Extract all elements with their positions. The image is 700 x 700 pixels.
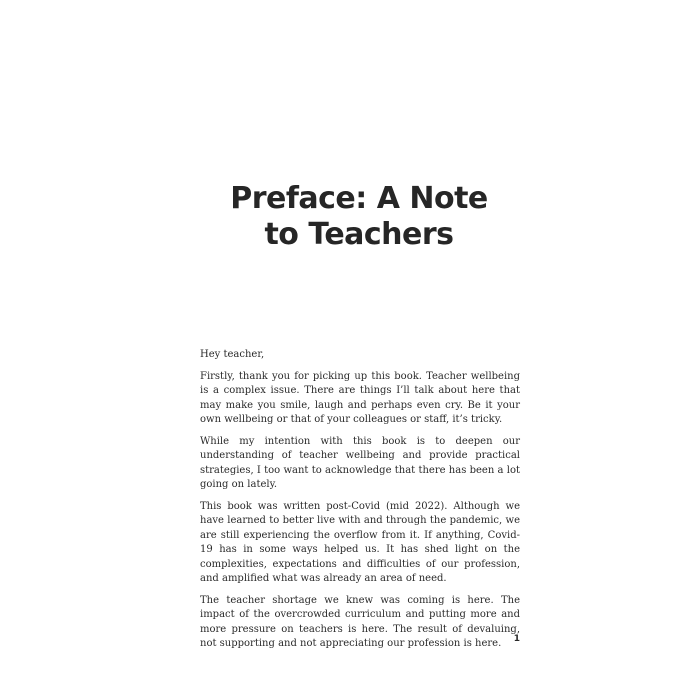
greeting-paragraph: Hey teacher,: [200, 349, 265, 360]
body-paragraph: The teacher shortage we knew was coming is here. The impact of the overcrowded curriculum and putting more and more pressure on teachers is here. The result of devaluing, not supporting and not appreciating our profession is here.: [200, 594, 520, 649]
chapter-title-line-1: Preface: A Note: [230, 181, 488, 216]
chapter-title: [150, 181, 568, 253]
body-paragraph: While my intention with this book is to deepen our understanding of teacher wellbeing and provide practical strategies, I too want to acknowledge that there has been a lot going on lately.: [200, 435, 520, 490]
page-number: 1: [513, 634, 520, 644]
preface-body: [200, 348, 520, 659]
body-paragraph: This book was written post-Covid (mid 2022). Although we have learned to better live with and through the pandemic, we are still experiencing the overflow from it. If anything, Covid-19 has in some ways helped us. It has shed light on the complexities, expectations and difficulties of our profession, and amplified what was already an area of need.: [200, 500, 520, 584]
body-paragraph: Firstly, thank you for picking up this book. Teacher wellbeing is a complex issue. There are things I’ll talk about here that may make you smile, laugh and perhaps even cry. Be it your own wellbeing or that of your colleagues or staff, it’s tricky.: [200, 370, 520, 425]
chapter-title-line-2: to Teachers: [264, 217, 454, 252]
